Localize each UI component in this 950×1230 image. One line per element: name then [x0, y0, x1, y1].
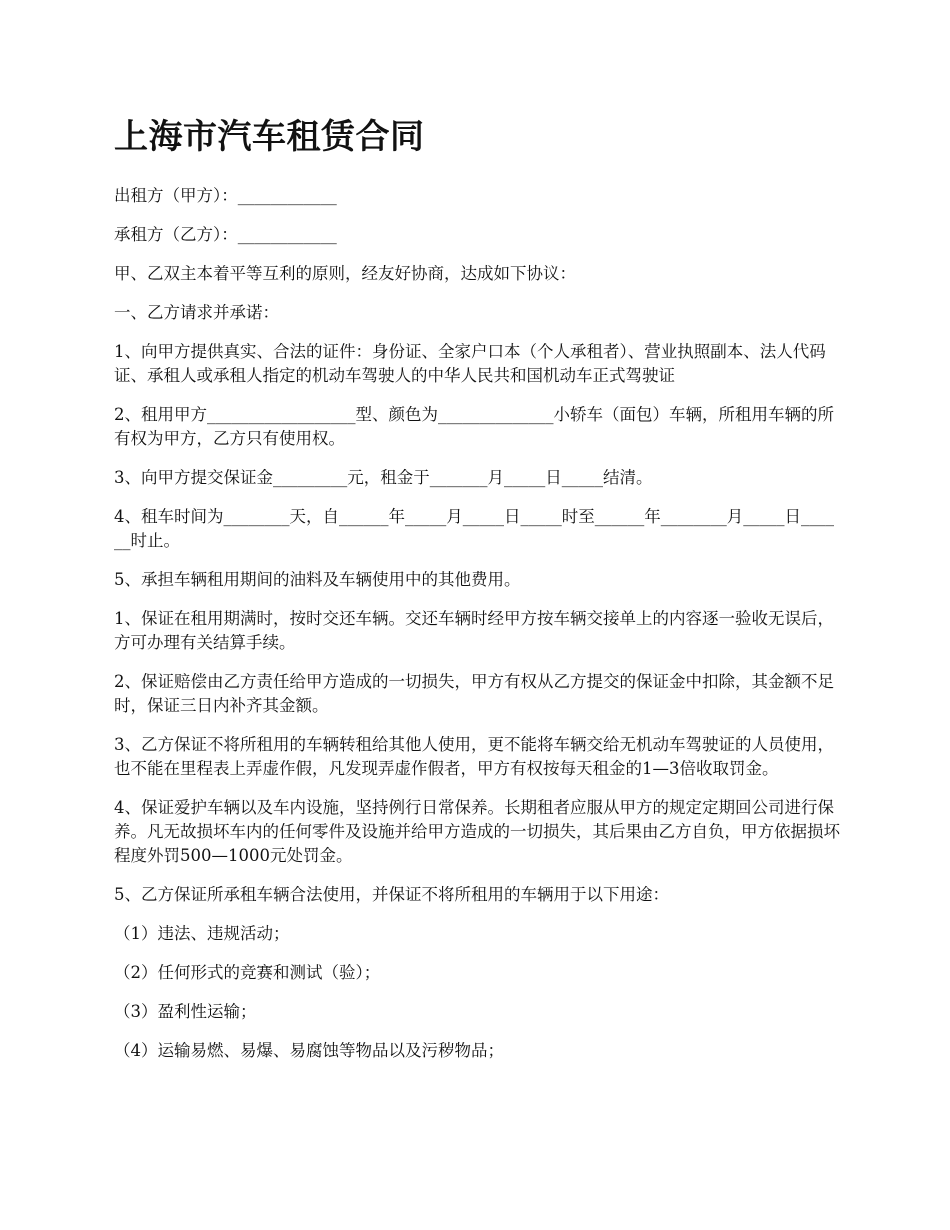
- list-item: （1）违法、违规活动；: [114, 924, 290, 943]
- list-item: （3）盈利性运输；: [114, 1002, 257, 1021]
- clause-b5: 5、乙方保证所承租车辆合法使用，并保证不将所租用的车辆用于以下用途：: [114, 885, 669, 904]
- clause-b2: 2、保证赔偿由乙方责任给甲方造成的一切损失，甲方有权从乙方提交的保证金中扣除，其金额不足时，保证三日内补齐其金额。: [114, 672, 834, 715]
- list-item: （4）运输易燃、易爆、易腐蚀等物品以及污秽物品；: [114, 1041, 504, 1060]
- lessee-line: 承租方（乙方）：____________: [114, 225, 337, 244]
- clause-a1: 1、向甲方提供真实、合法的证件：身份证、全家户口本（个人承租者）、营业执照副本、法人代码证、承租人或承租人指定的机动车驾驶人的中华人民共和国机动车正式驾驶证: [114, 342, 826, 385]
- document-title: 上海市汽车租赁合同: [114, 117, 425, 157]
- clause-b4: 4、保证爱护车辆以及车内设施，坚持例行日常保养。长期租者应服从甲方的规定定期回公司进行保养。凡无故损坏车内的任何零件及设施并给甲方造成的一切损失，其后果由乙方自负，甲方依据损坏程度外罚500—1000元处罚金。: [114, 798, 840, 865]
- lessor-line: 出租方（甲方）：____________: [114, 186, 337, 205]
- clause-a4: 4、租车时间为________天，自______年_____月_____日_____时至______年________月_____日______时止。: [114, 507, 834, 550]
- section-heading-1: 一、乙方请求并承诺：: [114, 303, 279, 322]
- clause-a2: 2、租用甲方__________________型、颜色为______________小轿车（面包）车辆，所租用车辆的所有权为甲方，乙方只有使用权。: [114, 405, 834, 448]
- preamble: 甲、乙双主本着平等互利的原则，经友好协商，达成如下协议：: [114, 264, 576, 283]
- clause-b3: 3、乙方保证不将所租用的车辆转租给其他人使用，更不能将车辆交给无机动车驾驶证的人员使用，也不能在里程表上弄虚作假，凡发现弄虚作假者，甲方有权按每天租金的1—3倍收取罚金。: [114, 735, 834, 778]
- clause-a5: 5、承担车辆租用期间的油料及车辆使用中的其他费用。: [114, 570, 521, 589]
- clause-a3: 3、向甲方提交保证金_________元，租金于_______月_____日_____结清。: [114, 468, 653, 487]
- clause-b1: 1、保证在租用期满时，按时交还车辆。交还车辆时经甲方按车辆交接单上的内容逐一验收无误后，方可办理有关结算手续。: [114, 609, 834, 652]
- list-item: （2）任何形式的竞赛和测试（验）；: [114, 963, 381, 982]
